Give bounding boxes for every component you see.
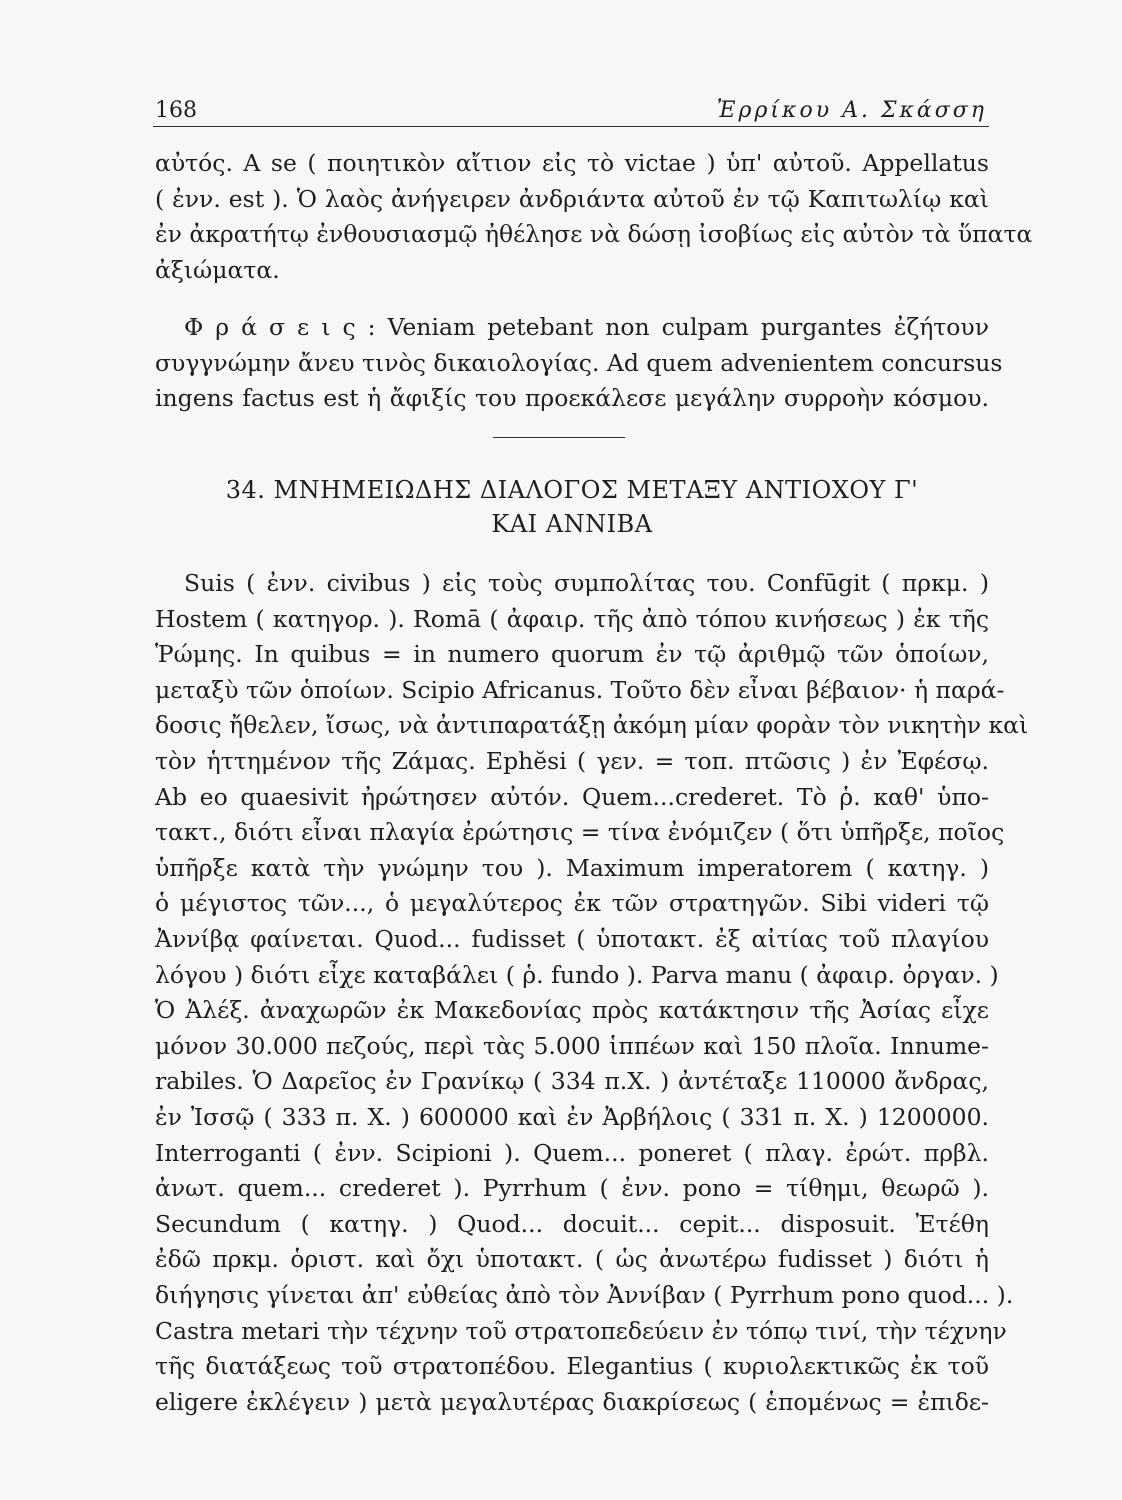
body-line: Secundum ( κατηγ. ) Quod... docuit... cepit... disposuit. Ἐτέθη: [155, 1209, 989, 1238]
body-line: τῆς διατάξεως τοῦ στρατοπέδου. Elegantius ( κυριολεκτικῶς ἐκ τοῦ: [155, 1352, 989, 1381]
body-line: eligere ἐκλέγειν ) μετὰ μεγαλυτέρας διακρίσεως ( ἑπομένως = ἐπιδε-: [155, 1387, 989, 1416]
page-number: 168: [155, 98, 197, 123]
body-line: Interroganti ( ἐνν. Scipioni ). Quem... poneret ( πλαγ. ἐρώτ. πρβλ.: [155, 1138, 989, 1167]
body-line: δοσις ἤθελεν, ἴσως, νὰ ἀντιπαρατάξῃ ἀκόμη μίαν φορὰν τὸν νικητὴν καὶ: [155, 711, 1029, 740]
body-line: τὸν ἡττημένον τῆς Ζάμας. Ephĕsi ( γεν. = τοπ. πτῶσις ) ἐν Ἐφέσῳ.: [155, 747, 989, 775]
body-line: ὁ μέγιστος τῶν..., ὁ μεγαλύτερος ἐκ τῶν στρατηγῶν. Sibi videri τῷ: [155, 889, 989, 918]
body-line: ἀνωτ. quem... crederet ). Pyrrhum ( ἐνν. pono = τίθημι, θεωρῶ ).: [155, 1174, 989, 1203]
body-line: Suis ( ἐνν. civibus ) εἰς τοὺς συμπολίτας του. Confūgit ( πρκμ. ): [184, 569, 989, 597]
body-line: ἐδῶ πρκμ. ὁριστ. καὶ ὄχι ὑποτακτ. ( ὡς ἀνωτέρω fudisset ) διότι ἡ: [155, 1245, 989, 1274]
body-line: rabiles. Ὁ Δαρεῖος ἐν Γρανίκῳ ( 334 π.Χ. ) ἀντέταξε 110000 ἄνδρας,: [155, 1067, 989, 1096]
paragraph1-line: ( ἐνν. est ). Ὁ λαὸς ἀνήγειρεν ἀνδριάντα αὐτοῦ ἐν τῷ Καπιτωλίῳ καὶ: [155, 184, 989, 213]
body-line: ὑπῆρξε κατὰ τὴν γνώμην του ). Maximum imperatorem ( κατηγ. ): [155, 853, 989, 882]
body-line: μεταξὺ τῶν ὁποίων. Scipio Africanus. Τοῦτο δὲν εἶναι βέβαιον· ἡ παρά-: [155, 675, 1005, 704]
body-line: λόγου ) διότι εἶχε καταβάλει ( ῥ. fundo ). Parva manu ( ἀφαιρ. ὀργαν. ): [155, 960, 999, 989]
section-heading-line: ΚΑΙ ΑΝΝΙΒΑ: [491, 510, 653, 538]
section-separator: [493, 437, 625, 438]
body-line: Ῥώμης. In quibus = in numero quorum ἐν τῷ ἀριθμῷ τῶν ὁποίων,: [155, 640, 989, 669]
body-line: Castra metari τὴν τέχνην τοῦ στρατοπεδεύειν ἐν τόπῳ τινί, τὴν τέχνην: [155, 1316, 1007, 1345]
body-line: Ὁ Ἀλέξ. ἀναχωρῶν ἐκ Μακεδονίας πρὸς κατάκτησιν τῆς Ἀσίας εἶχε: [155, 996, 989, 1025]
running-head: Ἐρρίκου Α. Σκάσση: [716, 98, 987, 123]
body-line: Hostem ( κατηγορ. ). Romā ( ἀφαιρ. τῆς ἀπὸ τόπου κινήσεως ) ἐκ τῆς: [155, 604, 989, 633]
paragraph2-line: ingens factus est ἡ ἄφιξίς του προεκάλεσε μεγάλην συρροὴν κόσμου.: [155, 384, 989, 412]
header-rule: [153, 126, 989, 127]
body-line: τακτ., διότι εἶναι πλαγία ἐρώτησις = τίνα ἐνόμιζεν ( ὅτι ὑπῆρξε, ποῖος: [155, 818, 1005, 847]
body-line: Ab eo quaesivit ἠρώτησεν αὐτόν. Quem...crederet. Τὸ ῥ. καθ' ὑπο-: [155, 782, 989, 811]
body-line: διήγησις γίνεται ἀπ' εὐθείας ἀπὸ τὸν Ἀννίβαν ( Pyrrhum pono quod... ).: [155, 1281, 1014, 1309]
paragraph2-line: συγγνώμην ἄνευ τινὸς δικαιολογίας. Ad quem advenientem concursus: [155, 348, 1003, 377]
body-line: μόνον 30.000 πεζούς, περὶ τὰς 5.000 ἱππέων καὶ 150 πλοῖα. Innume-: [155, 1031, 989, 1060]
paragraph1-line: ἐν ἀκρατήτῳ ἐνθουσιασμῷ ἠθέλησε νὰ δώσῃ ἰσοβίως εἰς αὐτὸν τὰ ὕπατα: [155, 220, 1033, 248]
section-heading-line: 34. ΜΝΗΜΕΙΩΔΗΣ ΔΙΑΛΟΓΟΣ ΜΕΤΑΞΥ ΑΝΤΙΟΧΟΥ Γ': [225, 476, 919, 504]
body-line: Ἀννίβᾳ φαίνεται. Quod... fudisset ( ὑποτακτ. ἐξ αἰτίας τοῦ πλαγίου: [155, 925, 989, 953]
paragraph1-line: αὐτός. A se ( ποιητικὸν αἴτιον εἰς τὸ victae ) ὑπ' αὐτοῦ. Appellatus: [155, 149, 989, 177]
paragraph2-line: Φ ρ ά σ ε ι ς : Veniam petebant non culpam purgantes ἐζήτουν: [184, 313, 989, 341]
paragraph1-line: ἀξιώματα.: [155, 255, 280, 284]
body-line: ἐν Ἰσσῷ ( 333 π. Χ. ) 600000 καὶ ἐν Ἀρβήλοις ( 331 π. Χ. ) 1200000.: [155, 1103, 989, 1131]
